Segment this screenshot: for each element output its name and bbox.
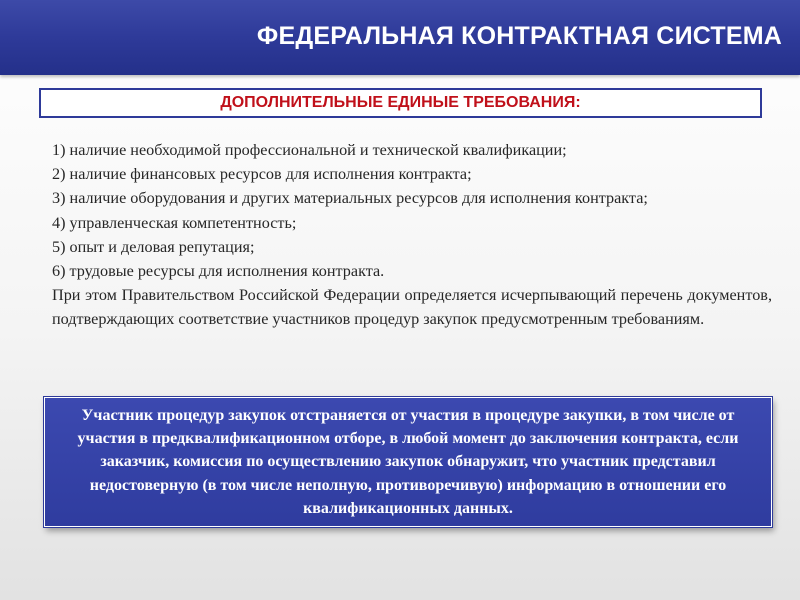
list-item: 6) трудовые ресурсы для исполнения контракта.	[52, 262, 385, 281]
list-item: 1) наличие необходимой профессиональной и технической квалификации;	[52, 141, 567, 159]
list-item: 2) наличие финансовых ресурсов для исполнения контракта;	[52, 165, 472, 184]
list-item: 4) управленческая компетентность;	[52, 213, 297, 232]
callout-text: Участник процедур закупок отстраняется от участия в процедуре закупки, в том числе от участия в предквалификационном отборе, в любой момент до заключения контракта, если заказчик, комиссия по осуществлению закупок обнаружит, что участник представил недостоверную (в том числе неполную, противоречивую) информацию в отношении его квалификационных данных.	[77, 407, 739, 517]
page-title: ФЕДЕРАЛЬНАЯ КОНТРАКТНАЯ СИСТЕМА	[256, 22, 782, 50]
requirements-list	[52, 138, 772, 332]
subtitle-text: ДОПОЛНИТЕЛЬНЫЕ ЕДИНЫЕ ТРЕБОВАНИЯ:	[220, 94, 581, 111]
list-item: 5) опыт и деловая репутация;	[52, 237, 255, 256]
subtitle-box	[39, 88, 762, 118]
body-paragraph: При этом Правительством Российской Федерации определяется исчерпывающий перечень документов, подтверждающих соответствие участников процедур закупок предусмотренным требованиям.	[52, 286, 772, 329]
header-bar	[0, 0, 800, 75]
callout-box	[44, 397, 772, 527]
list-item: 3) наличие оборудования и других материальных ресурсов для исполнения контракта;	[52, 189, 648, 208]
